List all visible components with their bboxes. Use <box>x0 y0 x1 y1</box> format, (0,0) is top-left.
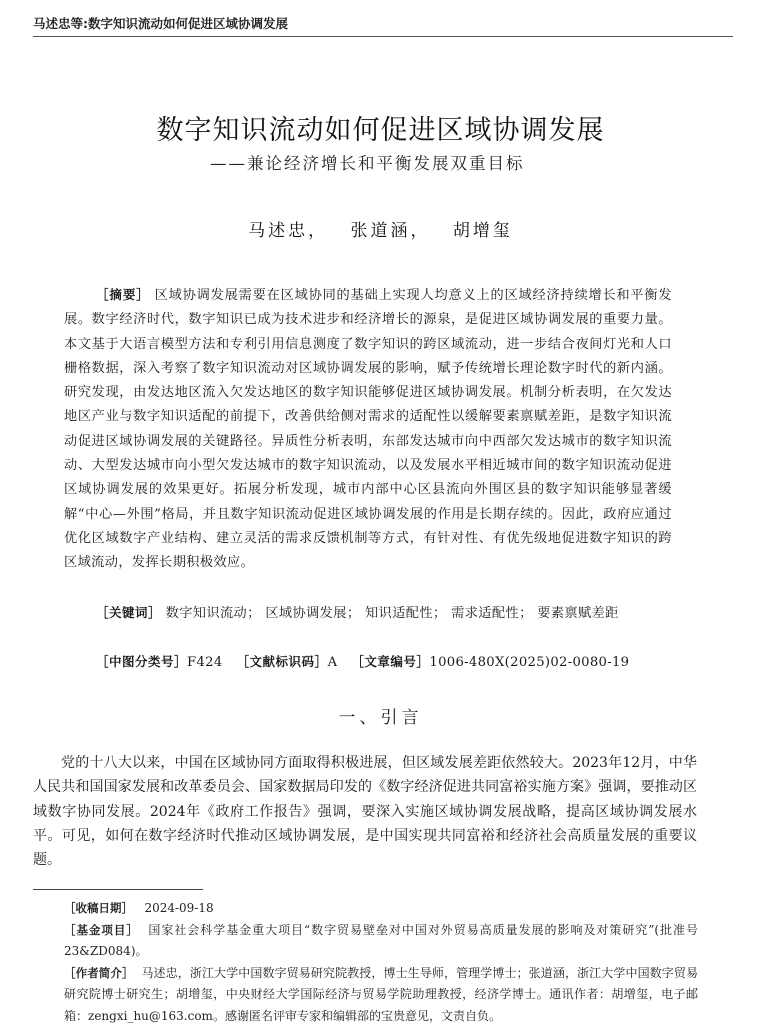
footnote-author <box>64 963 698 1027</box>
keywords-label: ［关键词］ <box>96 605 161 620</box>
header-rule <box>33 36 733 37</box>
author-bio-value: 马述忠，浙江大学中国数字贸易研究院教授，博士生导师，管理学博士；张道涵，浙江大学中国数字贸易研究院博士研究生；胡增玺，中央财经大学国际经济与贸易学院助理教授，经济学博士。通讯作者：胡增玺，电子邮箱：zengxi_hu@163.com。感谢匿名评审专家和编辑部的宝贵意见，文责自负。 <box>64 966 698 1023</box>
section-heading: 一、引言 <box>0 703 761 728</box>
footnotes <box>64 898 698 1027</box>
footnote-fund <box>64 920 698 963</box>
footnote-received <box>64 898 698 920</box>
keywords-text: 数字知识流动； 区域协调发展； 知识适配性； 需求适配性； 要素禀赋差距 <box>166 606 619 621</box>
doc-code-value: A <box>328 655 338 670</box>
abstract <box>64 283 672 576</box>
footnote-rule <box>33 889 203 890</box>
fund-value: 国家社会科学基金重大项目“数字贸易壁垒对中国对外贸易高质量发展的影响及对策研究”(批准号23&ZD084)。 <box>64 923 698 959</box>
clc-value: F424 <box>187 655 223 670</box>
article-number-value: 1006-480X(2025)02-0080-19 <box>429 655 629 670</box>
author-list: 马述忠， 张道涵， 胡增玺 <box>0 216 761 241</box>
abstract-label: ［摘要］ <box>96 287 150 302</box>
running-header: 马述忠等:数字知识流动如何促进区域协调发展 <box>33 14 288 32</box>
paper-subtitle: ——兼论经济增长和平衡发展双重目标 <box>210 150 525 174</box>
paper-title: 数字知识流动如何促进区域协调发展 <box>0 108 761 147</box>
classification-line <box>96 652 629 670</box>
fund-label: ［基金项目］ <box>64 923 139 937</box>
received-value: 2024-09-18 <box>144 901 213 915</box>
abstract-text: 区域协调发展需要在区域协同的基础上实现人均意义上的区域经济持续增长和平衡发展。数字经济时代，数字知识已成为技术进步和经济增长的源泉，是促进区域协调发展的重要力量。本文基于大语言模型方法和专利引用信息测度了数字知识的跨区域流动，进一步结合夜间灯光和人口栅格数据，深入考察了数字知识流动对区域协调发展的影响，赋予传统增长理论数字时代的新内涵。研究发现，由发达地区流入欠发达地区的数字知识能够促进区域协调发展。机制分析表明，在欠发达地区产业与数字知识适配的前提下，改善供给侧对需求的适配性以缓解要素禀赋差距，是数字知识流动促进区域协调发展的关键路径。异质性分析表明，东部发达城市向中西部欠发达城市的数字知识流动、大型发达城市向小型欠发达城市的数字知识流动，以及发展水平相近城市间的数字知识流动促进区域协调发展的效果更好。拓展分析发现，城市内部中心区县流向外围区县的数字知识能够显著缓解“中心—外围”格局，并且数字知识流动促进区域协调发展的作用是长期存续的。因此，政府应通过优化区域数字产业结构、建立灵活的需求反馈机制等方式，有针对性、有优先级地促进数字知识的跨区域流动，发挥长期积极效应。 <box>64 288 672 570</box>
article-number-label: ［文章编号］ <box>351 654 429 669</box>
keywords <box>64 601 672 626</box>
clc-label: ［中图分类号］ <box>96 654 187 669</box>
author-bio-label: ［作者简介］ <box>64 966 134 980</box>
doc-code-label: ［文献标识码］ <box>237 654 328 669</box>
intro-paragraph: 党的十八大以来，中国在区域协同方面取得积极进展，但区域发展差距依然较大。2023年12月，中华人民共和国国家发展和改革委员会、国家数据局印发的《数字经济促进共同富裕实施方案》强调，要推动区域数字协同发展。2024年《政府工作报告》强调，要深入实施区域协调发展战略，提高区域协调发展水平。可见，如何在数字经济时代推动区域协调发展，是中国实现共同富裕和经济社会高质量发展的重要议题。 <box>33 751 697 872</box>
received-label: ［收稿日期］ <box>64 901 133 915</box>
